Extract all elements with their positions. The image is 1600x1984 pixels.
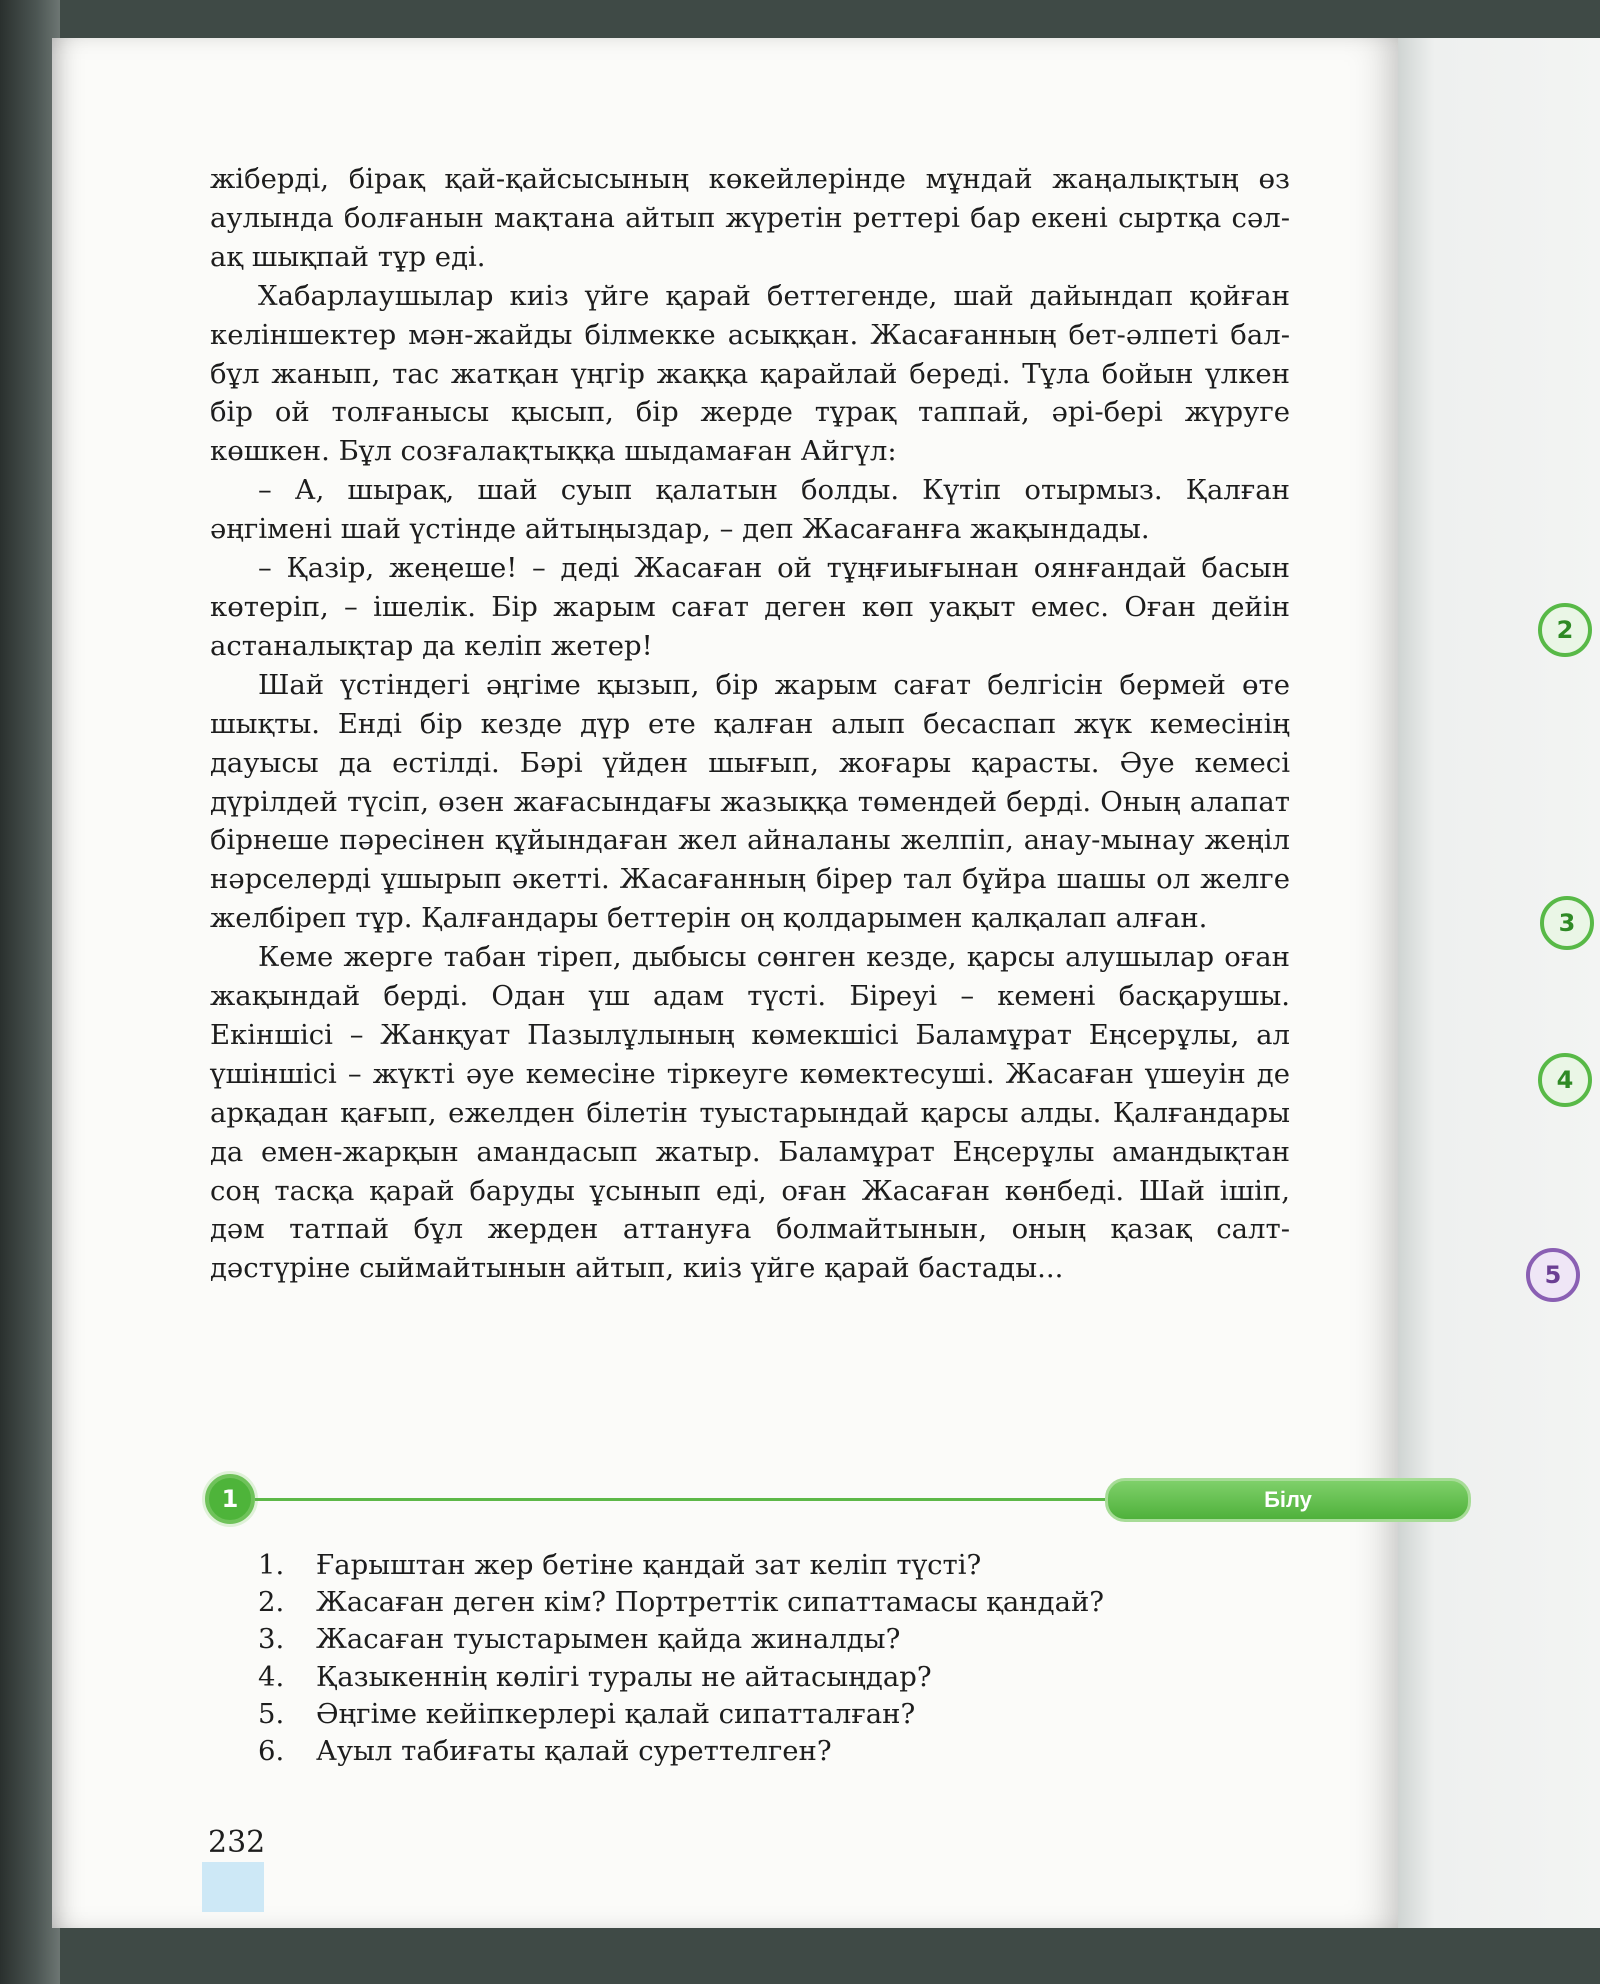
question-item: [258, 1696, 1258, 1733]
story-text: [210, 160, 1290, 1288]
paragraph: жіберді, бірақ қай-қайсысының көкейлерінде мұндай жаңалықтың өз аулында болғанын мақтана айтып жүретін реттері бар екені сыртқа сәл-ақ шықпай тұр еді.: [210, 163, 1290, 273]
paragraph: – Қазір, жеңеше! – деді Жасаған ой тұңғиығынан оянғандай басын көтеріп, – ішелік. Бір жарым сағат деген көп уақыт емес. Оған дейін астаналықтар да келіп жетер!: [210, 552, 1290, 662]
question-number: 3.: [258, 1623, 285, 1656]
adjacent-section-marker: 2: [1538, 603, 1592, 657]
question-item: [258, 1547, 1258, 1584]
question-item: [258, 1733, 1258, 1770]
section-title-pill: Білу: [1105, 1478, 1471, 1522]
question-number: 6.: [258, 1735, 285, 1768]
question-item: [258, 1621, 1258, 1658]
question-text: Әңгіме кейіпкерлері қалай сипатталған?: [316, 1697, 916, 1730]
question-list: [258, 1547, 1258, 1770]
question-text: Жасаған туыстарымен қайда жиналды?: [316, 1623, 901, 1656]
adjacent-section-marker: 3: [1540, 896, 1594, 950]
adjacent-page-edge: [1398, 38, 1600, 1928]
question-number: 1.: [258, 1549, 285, 1581]
book-spine-edge: [0, 0, 60, 1984]
question-item: [258, 1659, 1258, 1696]
section-header-knowledge: [205, 1474, 1312, 1526]
paragraph: Хабарлаушылар киіз үйге қарай беттегенде, шай дайындап қойған келіншектер мән-жайды білмекке асыққан. Жасағанның бет-әлпеті бал-бұл жанып, тас жатқан үңгір жаққа қарайлай береді. Тұла бойын үлкен бір ой толғанысы қысып, бір жерде тұрақ таппай, әрі-бері жүруге көшкен. Бұл созғалақтыққа шыдамаған Айгүл:: [210, 279, 1290, 468]
question-text: Ауыл табиғаты қалай суреттелген?: [316, 1735, 832, 1768]
paragraph: Кеме жерге табан тіреп, дыбысы сөнген кезде, қарсы алушылар оған жақындай берді. Одан үш адам түсті. Біреуі – кемені басқарушы. Екіншісі – Жанқуат Пазылұлының көмекшісі Баламұрат Еңсерұлы, ал үшіншісі – жүкті әуе кемесіне тіркеуге көмектесуші. Жасаған үшеуін де арқадан қағып, ежелден білетін туыстарындай қарсы алды. Қалғандары да емен-жарқын амандасып жатыр. Баламұрат Еңсерұлы амандықтан соң тасқа қарай баруды ұсынып еді, оған Жасаған көнбеді. Шай ішіп, дәм татпай бұл жерден аттануға болмайтынын, оның қазақ салт-дәстүріне сыймайтынын айтып, киіз үйге қарай бастады...: [210, 941, 1290, 1285]
question-item: [258, 1584, 1258, 1621]
adjacent-section-marker: 4: [1538, 1053, 1592, 1107]
page-number: 232: [208, 1825, 266, 1860]
paragraph: – А, шырақ, шай суып қалатын болды. Күтіп отырмыз. Қалған әңгімені шай үстінде айтыңыздар, – деп Жасағанға жақындады.: [210, 474, 1290, 546]
question-number: 5.: [258, 1697, 285, 1730]
paragraph: Шай үстіндегі әңгіме қызып, бір жарым сағат белгісін бермей өте шықты. Енді бір кезде дүр ете қалған алып бесаспап жүк кемесінің дауысы да естілді. Бәрі үйден шығып, жоғары қарасты. Әуе кемесі дүрілдей түсіп, өзен жағасындағы жазыққа төмендей берді. Оның алапат бірнеше пәресінен құйындаған жел айналаны желпіп, анау-мынау жеңіл нәрселерді ұшырып әкетті. Жасағанның бірер тал бұйра шашы ол желге желбіреп тұр. Қалғандары беттерін оң қолдарымен қалқалап алған.: [210, 668, 1290, 935]
question-text: Ғарыштан жер бетіне қандай зат келіп түсті?: [316, 1549, 982, 1581]
adjacent-section-marker: 5: [1526, 1248, 1580, 1302]
section-number-badge: 1: [205, 1474, 255, 1524]
question-text: Жасаған деген кім? Портреттік сипаттамасы қандай?: [316, 1586, 1105, 1619]
section-divider-line: [255, 1498, 1115, 1501]
question-text: Қазыкеннің көлігі туралы не айтасыңдар?: [316, 1660, 932, 1693]
question-number: 4.: [258, 1660, 285, 1693]
question-number: 2.: [258, 1586, 285, 1619]
page-number-tab: [202, 1862, 264, 1912]
